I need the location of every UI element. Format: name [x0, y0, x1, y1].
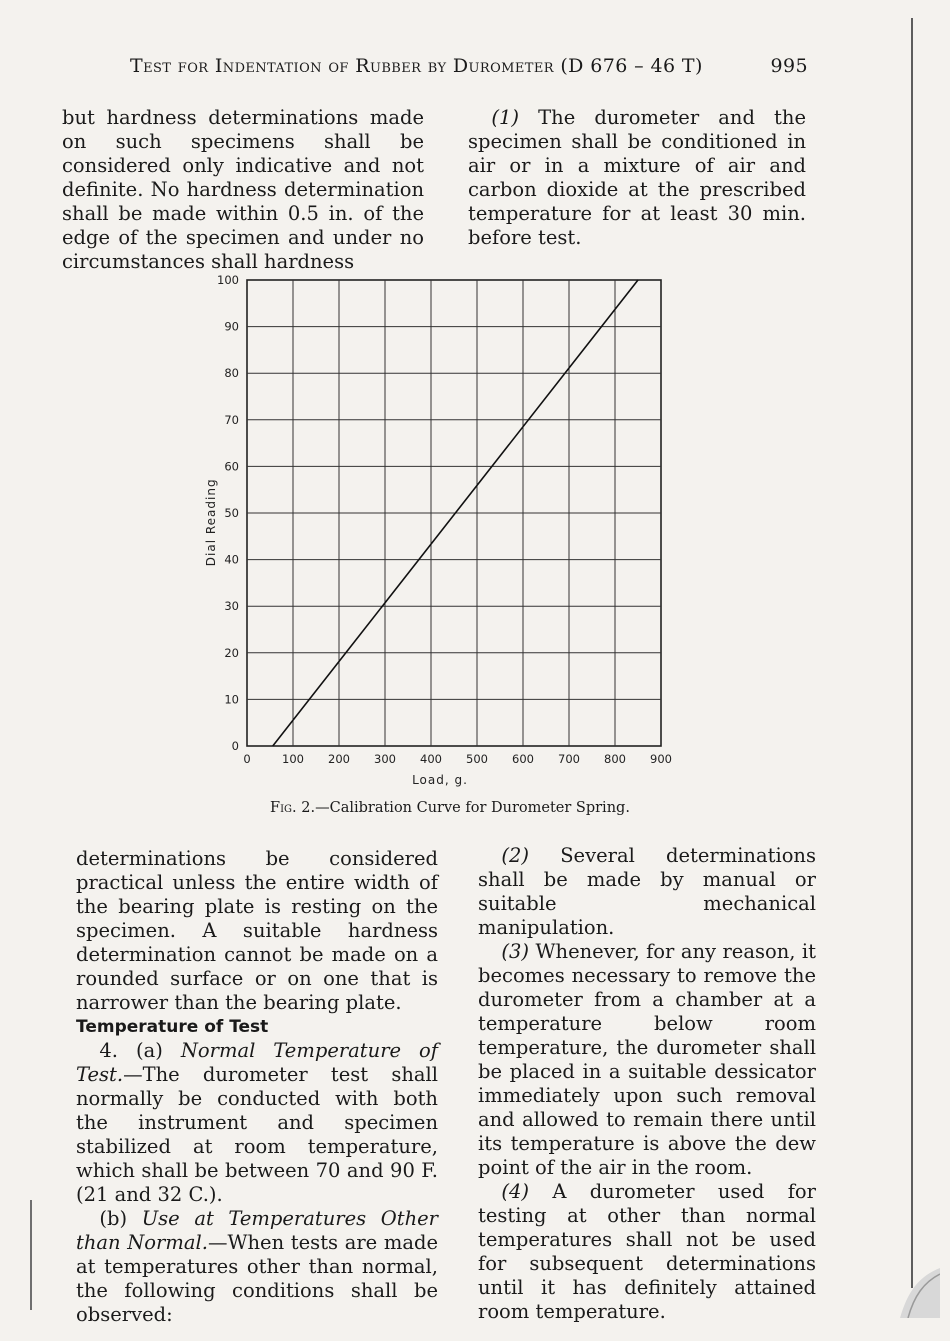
- y-tick-label: 10: [224, 692, 239, 707]
- condition-1-paragraph: [468, 106, 806, 250]
- top-left-paragraph: but hardness determinations made on such specimens shall be considered only indicative and not definite. No hardness determination shall be made within 0.5 in. of the edge of the specimen and under no circumstances shall hardness: [62, 106, 424, 273]
- y-tick-label: 0: [231, 739, 239, 753]
- x-axis-label: Load, g.: [412, 773, 468, 787]
- subsection-b-title: Use at Temperatures Other than Normal.: [76, 1207, 438, 1254]
- calibration-chart: [195, 262, 705, 802]
- subsection-a-title: Normal Temperature of Test.: [76, 1039, 439, 1086]
- top-right-column: [468, 106, 806, 250]
- y-tick-label: 70: [224, 412, 239, 427]
- x-tick-label: 500: [466, 752, 488, 766]
- y-tick-label: 90: [224, 319, 239, 334]
- y-tick-label: 80: [224, 366, 239, 381]
- condition-4-text: A durometer used for testing at other than normal temperatures shall not be used for subsequent determinations until it has definitely attained room temperature.: [478, 1180, 816, 1323]
- running-head: [130, 55, 810, 87]
- condition-2-marker: (2): [501, 844, 530, 867]
- subsection-b-text: —When tests are made at temperatures other than normal, the following conditions shall be observed:: [76, 1231, 438, 1326]
- y-axis-label: Dial Reading: [204, 478, 218, 567]
- bearing-plate-paragraph: determinations be considered practical unless the entire width of the bearing plate is resting on the specimen. A suitable hardness determination cannot be made on a rounded surface or on one that is narrower than the bearing plate.: [76, 847, 438, 1014]
- running-head-title: Test for Indentation of Rubber by Durometer (D 676 – 46 T): [130, 55, 703, 77]
- y-tick-label: 100: [217, 273, 239, 287]
- top-left-column: [62, 106, 424, 274]
- x-tick-label: 0: [243, 752, 251, 766]
- y-tick-label: 30: [224, 599, 239, 614]
- figure-caption: [240, 800, 660, 816]
- x-tick-label: 600: [512, 752, 534, 766]
- bottom-left-column: [76, 847, 438, 1327]
- x-tick-label: 100: [282, 752, 304, 766]
- other-temperature-paragraph: [76, 1207, 438, 1327]
- section-heading: Temperature of Test: [76, 1017, 269, 1037]
- condition-1-marker: (1): [491, 106, 520, 129]
- x-tick-label: 200: [328, 752, 350, 766]
- x-tick-label: 300: [374, 752, 396, 766]
- condition-2-paragraph: [478, 844, 816, 940]
- section-number: 4.: [99, 1039, 118, 1062]
- x-tick-label: 700: [558, 752, 580, 766]
- y-tick-label: 50: [224, 506, 239, 520]
- condition-3-text: Whenever, for any reason, it becomes necessary to remove the durometer from a chamber at a temperature below room temperature, the durometer shall be placed in a suitable dessicator immediately upon such removal and allowed to remain there until its temperature is above the dew point of the air in the room.: [478, 940, 816, 1179]
- condition-3-marker: (3): [501, 940, 530, 963]
- condition-2-text: Several determinations shall be made by manual or suitable mechanical manipulation.: [478, 844, 816, 939]
- figure-label: Fig. 2.: [270, 800, 316, 816]
- y-tick-label: 60: [224, 459, 239, 474]
- subsection-a-text: —The durometer test shall normally be conducted with both the instrument and specimen stabilized at room temperature, which shall be between 70 and 90 F. (21 and 32 C.).: [76, 1063, 438, 1206]
- page-edge-left: [30, 1200, 32, 1310]
- x-tick-label: 800: [604, 752, 626, 766]
- normal-temperature-paragraph: [76, 1039, 438, 1207]
- y-tick-label: 40: [224, 552, 239, 567]
- condition-1-text: The durometer and the specimen shall be conditioned in air or in a mixture of air and carbon dioxide at the prescribed temperature for at least 30 min. before test.: [468, 106, 806, 249]
- page-number: 995: [770, 55, 808, 77]
- bottom-right-column: [478, 844, 816, 1324]
- page-curl-icon: [880, 1268, 940, 1318]
- condition-4-paragraph: [478, 1180, 816, 1324]
- figure-caption-text: —Calibration Curve for Durometer Spring.: [315, 800, 630, 816]
- page-edge-right: [911, 18, 913, 1288]
- x-tick-label: 400: [420, 752, 442, 766]
- y-tick-label: 20: [224, 645, 239, 660]
- x-tick-label: 900: [650, 752, 672, 766]
- subsection-a-marker: (a): [136, 1039, 163, 1062]
- chart-svg: [195, 262, 705, 802]
- condition-3-paragraph: [478, 940, 816, 1180]
- condition-4-marker: (4): [501, 1180, 530, 1203]
- subsection-b-marker: (b): [99, 1207, 128, 1230]
